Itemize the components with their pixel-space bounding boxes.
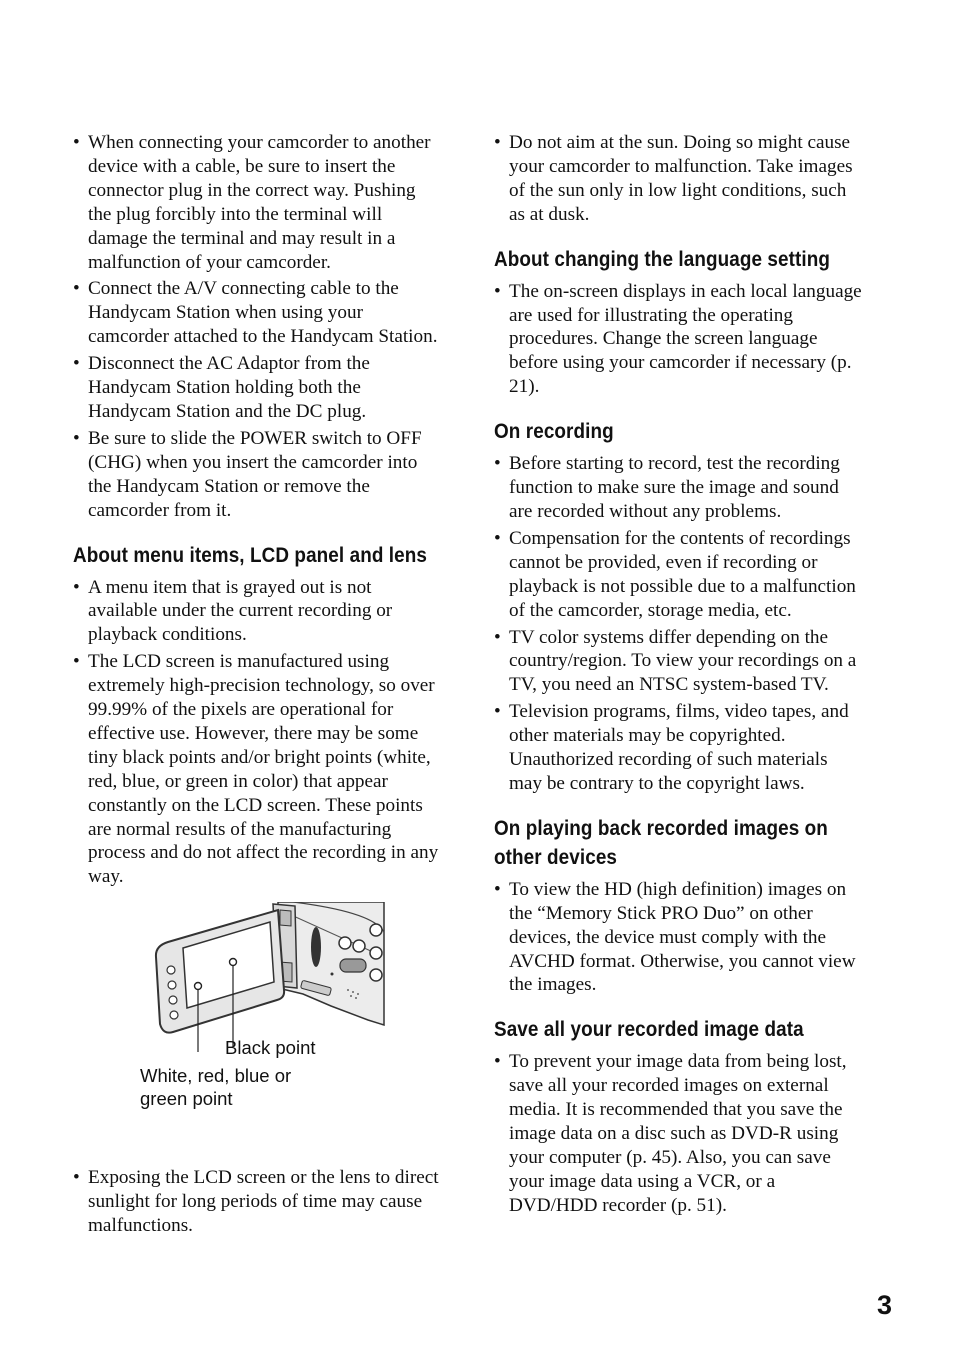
save-heading: Save all your recorded image data	[494, 1018, 804, 1042]
black-point-marker	[230, 959, 237, 966]
list-item: • To prevent your image data from being lost, save all your recorded images on external media. It is recommended that you save the image data on a disc such as DVD-R using your computer (p. 45). Also, you can save your image data using a VCR, or a DVD/HDD recorder (p. 51).	[494, 1050, 862, 1217]
list-item: • Be sure to slide the POWER switch to OFF (CHG) when you insert the camcorder into the Handycam Station or remove the camcorder from it.	[73, 427, 441, 523]
list-item: • The LCD screen is manufactured using extremely high-precision technology, so over 99.99% of the pixels are operational for effective use. However, there may be some tiny black points and/or bright points (white, red, blue, or green in color) that appear constantly on the LCD screen. These points are normal results of the manufacturing process and do not affect the recording in any way.	[73, 650, 441, 889]
list-item: • Exposing the LCD screen or the lens to direct sunlight for long periods of time may cause malfunctions.	[73, 1166, 441, 1238]
list-item: • Compensation for the contents of recordings cannot be provided, even if recording or playback is not possible due to a malfunction of the camcorder, storage media, etc.	[494, 527, 862, 623]
list-item: • To view the HD (high definition) images on the “Memory Stick PRO Duo” on other devices, the device must comply with the AVCHD format. Otherwise, you cannot view the images.	[494, 878, 862, 998]
recording-bullet-list	[494, 452, 862, 796]
camcorder-illustration	[73, 902, 441, 1052]
colored-point-label-line1: White, red, blue or	[140, 1065, 292, 1087]
save-bullet-list	[494, 1050, 862, 1217]
playback-bullet-list	[494, 878, 862, 998]
language-heading: About changing the language setting	[494, 247, 830, 271]
list-item: • Connect the A/V connecting cable to the Handycam Station when using your camcorder attached to the Handycam Station.	[73, 277, 441, 349]
lcd-points-figure	[73, 902, 441, 1150]
playback-heading: On playing back recorded images on other devices	[494, 816, 828, 869]
left-column	[73, 131, 441, 1241]
language-bullet-list	[494, 280, 862, 400]
list-item: • TV color systems differ depending on the country/region. To view your recordings on a TV, you need an NTSC system-based TV.	[494, 626, 862, 698]
menu-items-heading: About menu items, LCD panel and lens	[73, 543, 427, 567]
list-item: • Television programs, films, video tapes, and other materials may be copyrighted. Unauthorized recording of such materials may be contrary to the copyright laws.	[494, 700, 862, 796]
list-item: • The on-screen displays in each local language are used for illustrating the operating procedures. Change the screen language before using your camcorder if necessary (p. 21).	[494, 280, 862, 400]
colored-point-marker	[195, 983, 202, 990]
right-column	[494, 131, 862, 1221]
black-point-label: Black point	[225, 1037, 316, 1059]
list-item: • A menu item that is grayed out is not available under the current recording or playback conditions.	[73, 576, 441, 648]
sun-bullet-list	[494, 131, 862, 227]
page-number: 3	[877, 1290, 893, 1320]
list-item: • Before starting to record, test the recording function to make sure the image and sound are recorded without any problems.	[494, 452, 862, 524]
list-item: • Disconnect the AC Adaptor from the Handycam Station holding both the Handycam Station and the DC plug.	[73, 352, 441, 424]
colored-point-label-line2: green point	[140, 1088, 233, 1110]
final-bullet-list	[73, 1166, 441, 1238]
list-item: • When connecting your camcorder to another device with a cable, be sure to insert the connector plug in the correct way. Pushing the plug forcibly into the terminal will damage the terminal and may result in a malfunction of your camcorder.	[73, 131, 441, 274]
recording-heading: On recording	[494, 420, 614, 444]
menu-bullet-list	[73, 576, 441, 890]
intro-bullet-list	[73, 131, 441, 523]
list-item: • Do not aim at the sun. Doing so might cause your camcorder to malfunction. Take images of the sun only in low light conditions, such as at dusk.	[494, 131, 862, 227]
